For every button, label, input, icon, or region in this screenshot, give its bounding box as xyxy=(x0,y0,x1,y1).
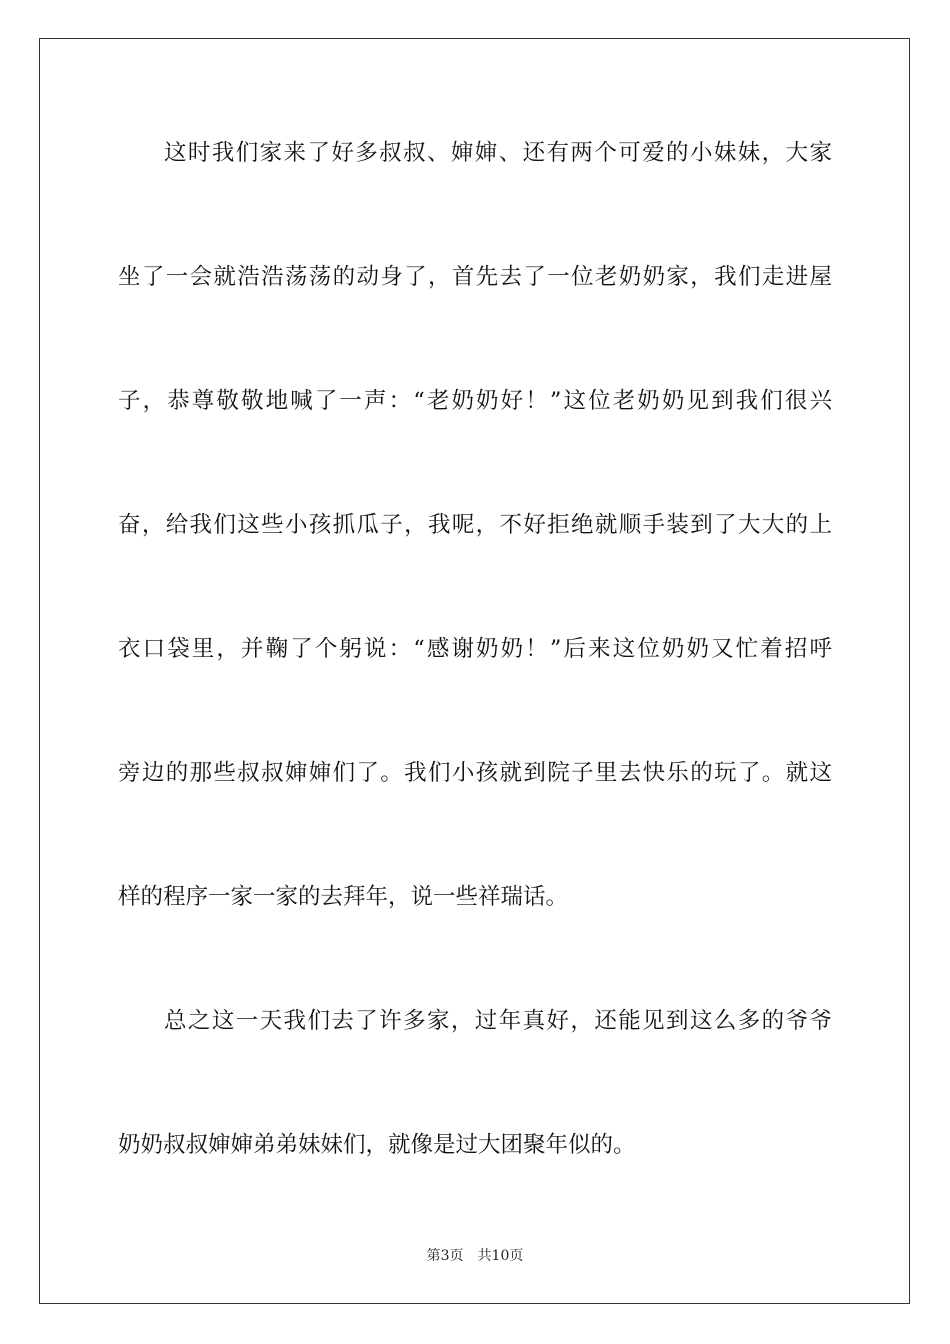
paragraph-1-line-3: 子，恭尊敬敬地喊了一声：“老奶奶好！”这位老奶奶见到我们很兴 xyxy=(118,388,832,414)
paragraph-1-line-5: 衣口袋里，并鞠了个躬说：“感谢奶奶！”后来这位奶奶又忙着招呼 xyxy=(118,636,832,662)
paragraph-2-line-2: 奶奶叔叔婶婶弟弟妹妹们，就像是过大团聚年似的。 xyxy=(118,1132,636,1158)
paragraph-1-line-6: 旁边的那些叔叔婶婶们了。我们小孩就到院子里去快乐的玩了。就这 xyxy=(118,760,832,786)
paragraph-1-line-2: 坐了一会就浩浩荡荡的动身了，首先去了一位老奶奶家，我们走进屋 xyxy=(118,264,832,290)
page-number: 第3页 xyxy=(426,1248,464,1264)
paragraph-1-line-7: 样的程序一家一家的去拜年，说一些祥瑞话。 xyxy=(118,884,569,910)
page-total: 共10页 xyxy=(477,1248,524,1264)
paragraph-2-line-1: 总之这一天我们去了许多家，过年真好，还能见到这么多的爷爷 xyxy=(164,1008,832,1034)
paragraph-1-line-4: 奋，给我们这些小孩抓瓜子，我呢，不好拒绝就顺手装到了大大的上 xyxy=(118,512,832,538)
paragraph-1-line-1: 这时我们家来了好多叔叔、婶婶、还有两个可爱的小妹妹，大家 xyxy=(164,140,832,166)
page-border xyxy=(39,38,910,1304)
page-footer xyxy=(0,1247,950,1265)
